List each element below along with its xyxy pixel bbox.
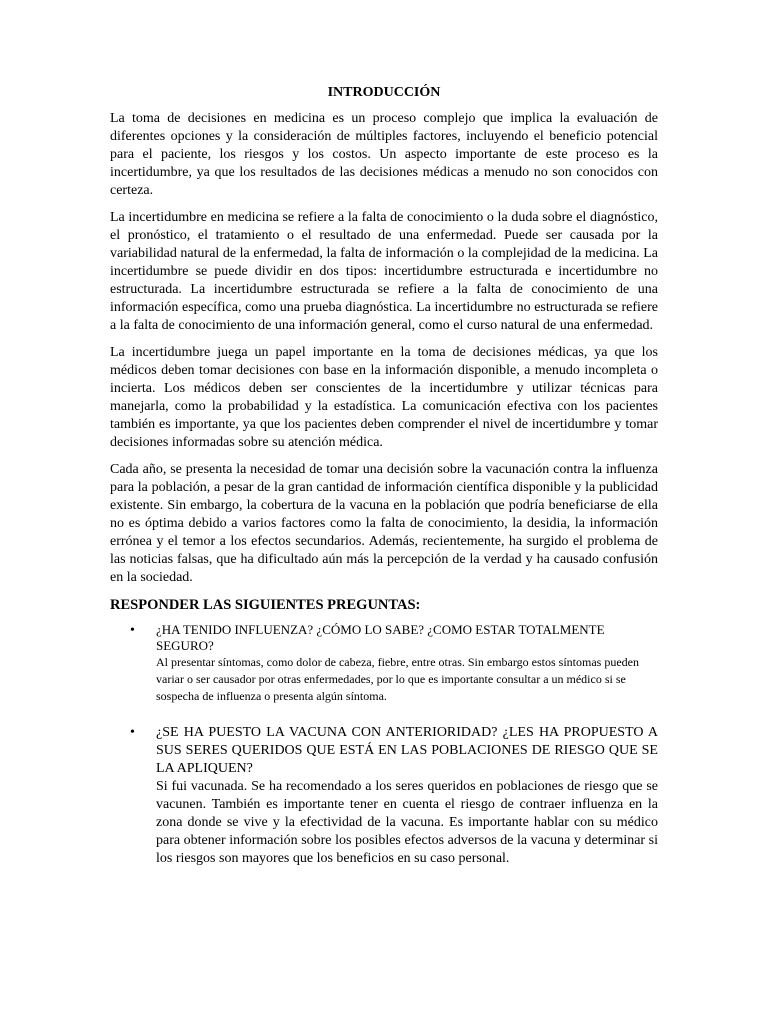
questions-heading: RESPONDER LAS SIGUIENTES PREGUNTAS: (110, 597, 421, 613)
paragraph-intro: La toma de decisiones en medicina es un proceso complejo que implica la evaluación de diferentes opciones y la consideración de múltiples factores, incluyendo el beneficio potencial para el paciente, los riesgos y los costos. Un aspecto importante de este proceso es la incertidumbre, ya que los resultados de las decisiones médicas a menudo no son conocidos con certeza. (110, 111, 658, 198)
questions-list (110, 622, 658, 868)
paragraph-vaccination: Cada año, se presenta la necesidad de tomar una decisión sobre la vacunación contra la influenza para la población, a pesar de la gran cantidad de información científica disponible y la publicidad existente. Sin embargo, la cobertura de la vacuna en la población que podría beneficiarse de ella no es óptima debido a varios factores como la falta de conocimiento, la desidia, la información errónea y el temor a los efectos secundarios. Además, recientemente, ha surgido el problema de las noticias falsas, que ha dificultado aún más la percepción de la verdad y ha causado confusión en la sociedad. (110, 462, 658, 585)
bullet-icon: • (130, 623, 135, 638)
paragraph-uncertainty-definition: La incertidumbre en medicina se refiere a la falta de conocimiento o la duda sobre el diagnóstico, el pronóstico, el tratamiento o el resultado de una enfermedad. Puede ser causada por la variabilidad natural de la enfermedad, la falta de información o la complejidad de la medicina. La incertidumbre se puede dividir en dos tipos: incertidumbre estructurada e incertidumbre no estructurada. La incertidumbre estructurada se refiere a la falta de conocimiento de una información específica, como una prueba diagnóstica. La incertidumbre no estructurada se refiere a la falta de conocimiento de una información general, como el curso natural de una enfermedad. (110, 210, 658, 333)
document-page (110, 84, 658, 868)
page-title: INTRODUCCIÓN (327, 85, 441, 100)
question-item (110, 622, 658, 705)
question-text: ¿SE HA PUESTO LA VACUNA CON ANTERIORIDAD? ¿LES HA PROPUESTO A SUS SERES QUERIDOS QUE ESTÁ EN LAS POBLACIONES DE RIESGO QUE SE LA APLIQUEN? (156, 725, 658, 776)
paragraph-uncertainty-role: La incertidumbre juega un papel importante en la toma de decisiones médicas, ya que los médicos deben tomar decisiones con base en la información disponible, a menudo incompleta o incierta. Los médicos deben ser conscientes de la incertidumbre y utilizar técnicas para manejarla, como la probabilidad y la estadística. La comunicación efectiva con los pacientes también es importante, ya que los pacientes deben comprender el nivel de incertidumbre y tomar decisiones informadas sobre su atención médica. (110, 345, 658, 450)
answer-text: Si fui vacunada. Se ha recomendado a los seres queridos en poblaciones de riesgo que se vacunen. También es importante tener en cuenta el riesgo de contraer influenza en la zona donde se vive y la efectividad de la vacuna. Es importante hablar con su médico para obtener información sobre los posibles efectos adversos de la vacuna y determinar si los riesgos son mayores que los beneficios en su caso personal. (156, 779, 658, 866)
question-item (110, 724, 658, 868)
bullet-icon: • (130, 725, 135, 740)
answer-text: Al presentar síntomas, como dolor de cabeza, fiebre, entre otras. Sin embargo estos síntomas pueden variar o ser causador por otras enfermedades, por lo que es importante consultar a un médico si se sospecha de influenza o presenta algún síntoma. (156, 655, 639, 703)
question-text: ¿HA TENIDO INFLUENZA? ¿CÓMO LO SABE? ¿COMO ESTAR TOTALMENTE SEGURO? (156, 622, 605, 653)
